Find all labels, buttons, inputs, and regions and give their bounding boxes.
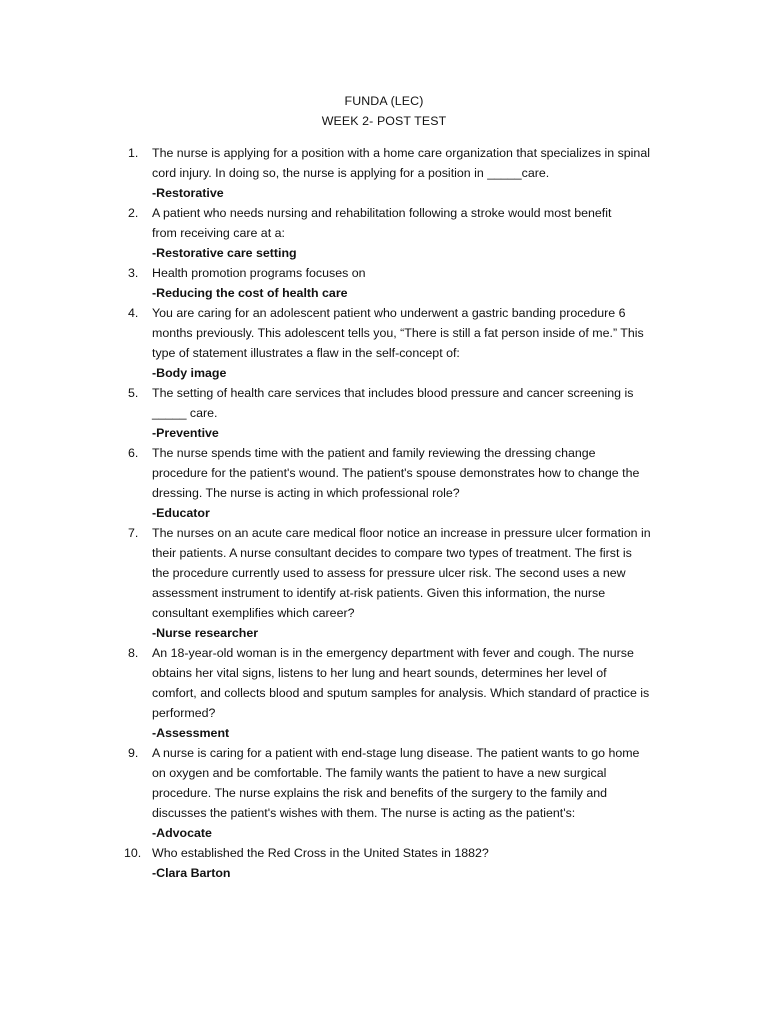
question-number: 2. [128,206,139,220]
question-text: Health promotion programs focuses on [152,266,366,280]
question-text: The nurse spends time with the patient and family reviewing the dressing change procedure for the patient's wound. The patient's spouse demonstrates how to change the dressing. The nurse is acting in which professional role? [152,446,640,500]
question-number: 3. [128,266,139,280]
question-number: 1. [128,146,139,160]
question-text: The nurse is applying for a position with a home care organization that specializes in spinal cord injury. In doing so, the nurse is applying for a position in _____care. [152,146,650,180]
question-text: The nurses on an acute care medical floor notice an increase in pressure ulcer formation in their patients. A nurse consultant decides to compare two types of treatment. The first is the procedure currently used to assess for pressure ulcer risk. The second uses a new assessment instrument to identify at-risk patients. Given this information, the nurse consultant exemplifies which career? [152,526,651,620]
document-title: FUNDA (LEC) [344,94,424,108]
document-subtitle: WEEK 2- POST TEST [321,114,447,128]
question-answer: -Clara Barton [152,866,231,880]
question-number: 9. [128,746,139,760]
question-text: Who established the Red Cross in the United States in 1882? [152,846,489,860]
question-text: An 18-year-old woman is in the emergency department with fever and cough. The nurse obtains her vital signs, listens to her lung and heart sounds, determines her level of comfort, and collects blood and sputum samples for analysis. Which standard of practice is performed? [152,646,650,720]
question-text: The setting of health care services that includes blood pressure and cancer screening is _____ care. [152,386,634,420]
question-answer: -Nurse researcher [152,626,259,640]
question-answer: -Assessment [152,726,230,740]
question-text: A patient who needs nursing and rehabilitation following a stroke would most benefit from receiving care at a: [152,206,612,240]
question-text: You are caring for an adolescent patient who underwent a gastric banding procedure 6 months previously. This adolescent tells you, “There is still a fat person inside of me.” This type of statement illustrates a flaw in the self-concept of: [152,306,644,360]
question-item-7 [128,523,668,643]
question-text: A nurse is caring for a patient with end-stage lung disease. The patient wants to go home on oxygen and be comfortable. The family wants the patient to have a new surgical procedure. The nurse explains the risk and benefits of the surgery to the family and discusses the patient's wishes with them. The nurse is acting as the patient's: [152,746,640,820]
question-number: 7. [128,526,139,540]
question-number: 6. [128,446,139,460]
question-item-8 [128,643,668,743]
question-answer: -Educator [152,506,210,520]
question-list [124,143,668,883]
question-item-4 [128,303,668,383]
question-item-9 [128,743,668,843]
question-item-6 [128,443,668,523]
question-answer: -Advocate [152,826,212,840]
question-item-3 [128,263,668,303]
question-number: 8. [128,646,139,660]
question-answer: -Restorative [152,186,224,200]
question-answer: -Body image [152,366,227,380]
question-answer: -Preventive [152,426,219,440]
question-item-1 [128,143,668,203]
question-item-5 [128,383,668,443]
question-number: 10. [124,846,142,860]
question-item-10 [124,843,668,883]
question-answer: -Restorative care setting [152,246,297,260]
document-header [0,91,768,131]
question-number: 5. [128,386,139,400]
question-number: 4. [128,306,139,320]
question-answer: -Reducing the cost of health care [152,286,348,300]
question-item-2 [128,203,668,263]
